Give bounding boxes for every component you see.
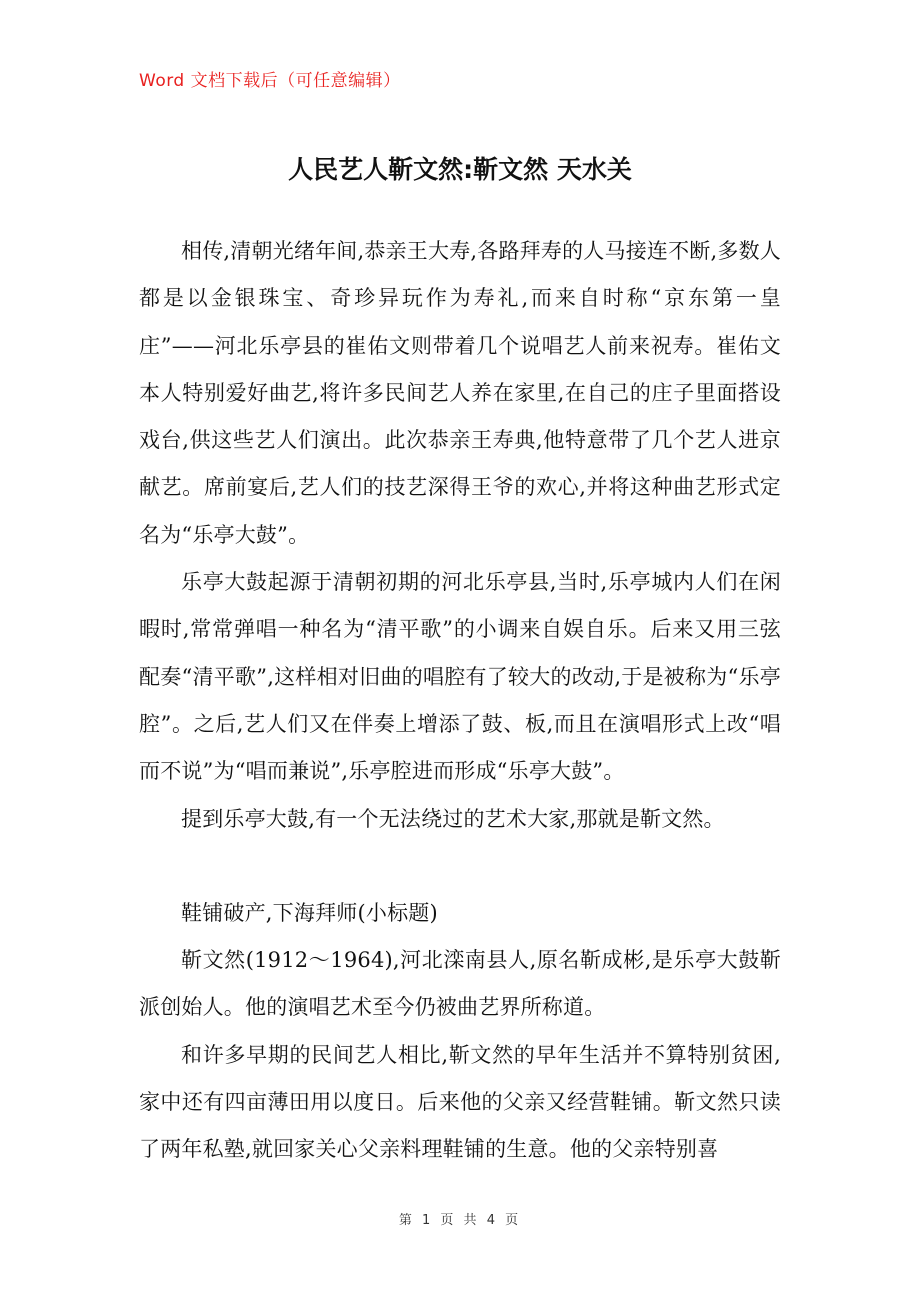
paragraph-1: 相传,清朝光绪年间,恭亲王大寿,各路拜寿的人马接连不断,多数人都是以金银珠宝、奇珍异玩作为寿礼,而来自时称“京东第一皇庄”——河北乐亭县的崔佑文则带着几个说唱艺人前来祝寿。崔佑文本人特别爱好曲艺,将许多民间艺人养在家里,在自己的庄子里面搭设戏台,供这些艺人们演出。此次恭亲王寿典,他特意带了几个艺人进京献艺。席前宴后,艺人们的技艺深得王爷的欢心,并将这种曲艺形式定名为“乐亭大鼓”。 [139,239,781,547]
subheading: 鞋铺破产,下海拜师(小标题) [181,900,438,925]
paragraph-4: 靳文然(1912～1964),河北滦南县人,原名靳成彬,是乐亭大鼓靳派创始人。他的演唱艺术至今仍被曲艺界所称道。 [139,948,781,1020]
paragraph-2: 乐亭大鼓起源于清朝初期的河北乐亭县,当时,乐亭城内人们在闲暇时,常常弹唱一种名为“清平歌”的小调来自娱自乐。后来又用三弦配奏“清平歌”,这样相对旧曲的唱腔有了较大的改动,于是被称为“乐亭腔”。之后,艺人们又在伴奏上增添了鼓、板,而且在演唱形式上改“唱而不说”为“唱而兼说”,乐亭腔进而形成“乐亭大鼓”。 [139,570,781,784]
download-banner: Word 文档下载后（可任意编辑） [139,71,401,91]
document-body [139,228,781,1174]
paragraph-3: 提到乐亭大鼓,有一个无法绕过的艺术大家,那就是靳文然。 [181,806,725,831]
document-title: 人民艺人靳文然:靳文然 天水关 [288,155,632,184]
blank-line [139,843,781,890]
paragraph-5: 和许多早期的民间艺人相比,靳文然的早年生活并不算特别贫困,家中还有四亩薄田用以度日。后来他的父亲又经营鞋铺。靳文然只读了两年私塾,就回家关心父亲料理鞋铺的生意。他的父亲特别喜 [139,1042,781,1162]
page-number-footer: 第 1 页 共 4 页 [398,1213,522,1228]
